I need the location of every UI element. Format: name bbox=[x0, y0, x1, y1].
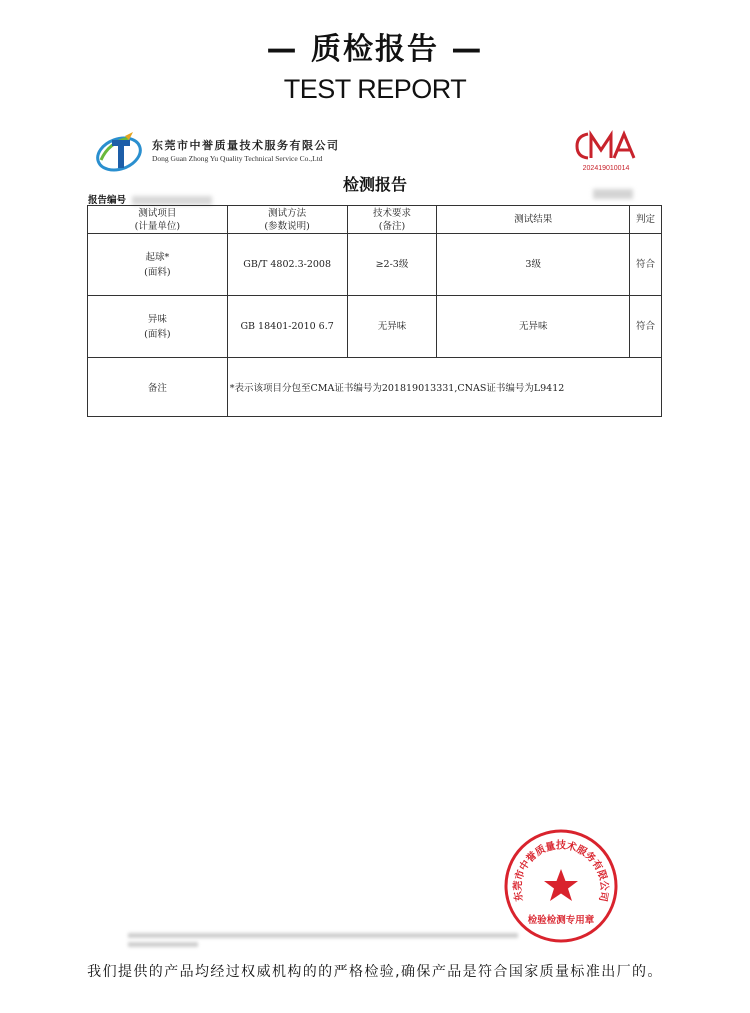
report-number-redacted bbox=[132, 196, 212, 205]
page-subtitle: TEST REPORT bbox=[283, 74, 467, 104]
table-header-row bbox=[88, 206, 662, 234]
result-cell: 无异味 bbox=[437, 296, 630, 358]
verdict-cell: 符合 bbox=[630, 296, 662, 358]
header-cell: 测试结果 bbox=[437, 206, 630, 234]
page-title: — 质检报告 — bbox=[266, 32, 484, 67]
verdict-cell: 符合 bbox=[630, 234, 662, 296]
notes-row bbox=[88, 358, 662, 417]
header-cell: 测试方法 (参数说明) bbox=[227, 206, 347, 234]
header-cell: 技术要求 (备注) bbox=[347, 206, 437, 234]
table-row bbox=[88, 234, 662, 296]
inspection-seal bbox=[502, 827, 620, 945]
notes-text: *表示该项目分包至CMA证书编号为201819013331,CNAS证书编号为L9412 bbox=[227, 358, 661, 417]
footer-statement: 我们提供的产品均经过权威机构的的严格检验,确保产品是符合国家质量标准出厂的。 bbox=[87, 964, 663, 980]
document-title: 检测报告 bbox=[342, 175, 407, 194]
method-cell: GB 18401-2010 6.7 bbox=[227, 296, 347, 358]
page-number-redacted bbox=[593, 189, 633, 199]
result-cell: 3级 bbox=[437, 234, 630, 296]
header-cell: 测试项目 (计量单位) bbox=[88, 206, 228, 234]
cma-mark-icon bbox=[574, 130, 636, 162]
redacted-line bbox=[128, 942, 198, 947]
notes-label: 备注 bbox=[88, 358, 228, 417]
report-number bbox=[88, 192, 212, 206]
company-name-cn: 东莞市中誉质量技术服务有限公司 bbox=[152, 139, 340, 152]
requirement-cell: 无异味 bbox=[347, 296, 437, 358]
item-cell: 起球* (面料) bbox=[88, 234, 228, 296]
seal-arc-text: 东莞市中誉质量技术服务有限公司 bbox=[512, 840, 610, 903]
seal-bottom-text: 检验检测专用章 bbox=[527, 915, 595, 926]
header-cell: 判定 bbox=[630, 206, 662, 234]
test-results-table bbox=[87, 205, 662, 417]
cma-number: 202419010014 bbox=[582, 165, 630, 172]
report-number-label: 报告编号 bbox=[88, 195, 127, 206]
company-name-en: Dong Guan Zhong Yu Quality Technical Service Co.,Ltd bbox=[152, 154, 323, 163]
requirement-cell: ≥2-3级 bbox=[347, 234, 437, 296]
method-cell: GB/T 4802.3-2008 bbox=[227, 234, 347, 296]
redacted-line bbox=[128, 933, 518, 938]
item-cell: 异味 (面料) bbox=[88, 296, 228, 358]
table-row bbox=[88, 296, 662, 358]
zhongyu-logo-icon bbox=[95, 130, 145, 174]
